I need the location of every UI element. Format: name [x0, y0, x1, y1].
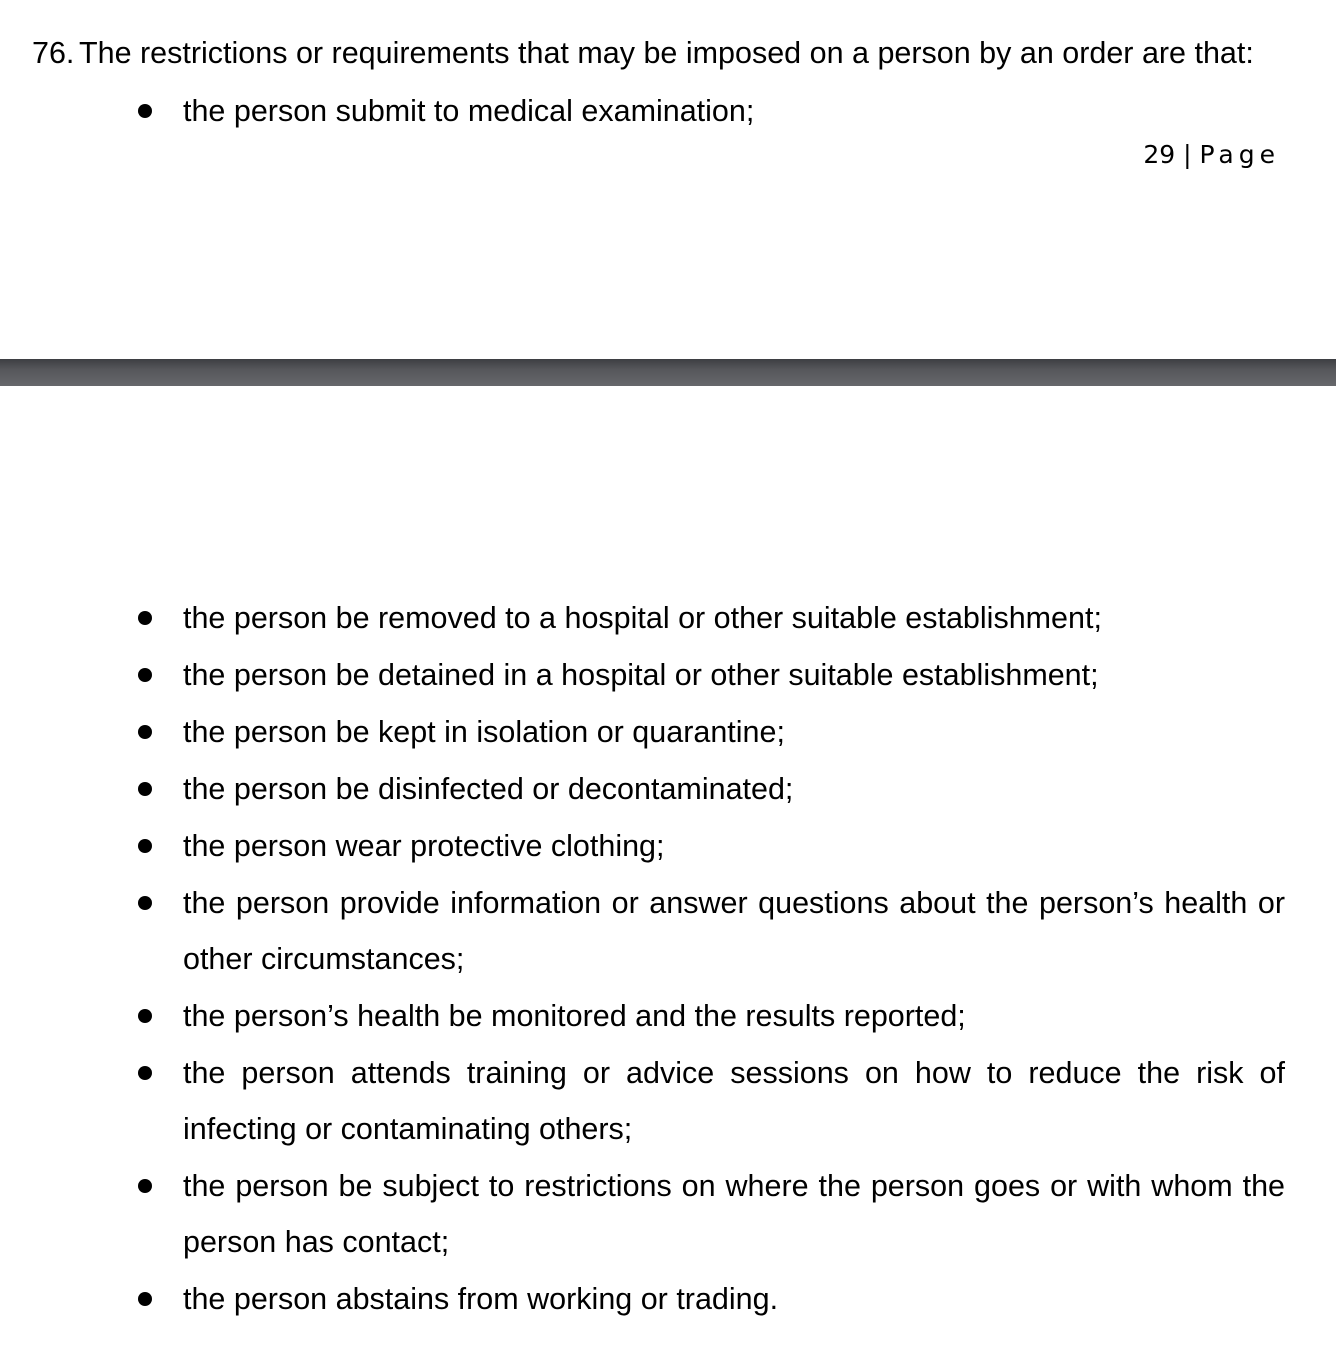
list-item: [0, 761, 1336, 817]
paragraph-text: The restrictions or requirements that may be imposed on a person by an order are that:: [79, 36, 1254, 70]
page-label: Page: [1199, 140, 1280, 169]
bullet-text: the person be disinfected or decontaminated;: [183, 772, 794, 806]
list-item: [0, 818, 1336, 874]
list-item: [0, 988, 1336, 1044]
footer-separator: |: [1183, 140, 1192, 169]
document-page-top: [0, 0, 1336, 359]
bullet-text: the person abstains from working or trading.: [183, 1282, 779, 1316]
paragraph-76: [32, 33, 1254, 73]
bullet-text: the person wear protective clothing;: [183, 829, 665, 863]
page-number: 29: [1143, 140, 1176, 169]
bullet-text: the person be removed to a hospital or other suitable establishment;: [183, 601, 1102, 635]
bullet-text: the person provide information or answer questions about the person’s health or other circumstances;: [183, 886, 1285, 976]
bullet-text: the person submit to medical examination;: [183, 94, 755, 128]
bullet-icon: [138, 1009, 152, 1023]
page-break-divider: [0, 359, 1336, 386]
list-item: [0, 1271, 1336, 1327]
list-item: [0, 1045, 1336, 1157]
bullet-icon: [138, 668, 152, 682]
list-item: [0, 1158, 1336, 1270]
bullet-list-top: [0, 83, 1336, 139]
bullet-icon: [138, 896, 152, 910]
bullet-text: the person be detained in a hospital or other suitable establishment;: [183, 658, 1099, 692]
bullet-list-bottom: [0, 590, 1336, 1327]
document-page-bottom: [0, 386, 1336, 1361]
paragraph-number: 76.: [32, 36, 75, 70]
bullet-text: the person be kept in isolation or quarantine;: [183, 715, 785, 749]
bullet-text: the person attends training or advice sessions on how to reduce the risk of infecting or contaminating others;: [183, 1056, 1285, 1146]
page-footer: [1143, 138, 1280, 172]
bullet-text: the person’s health be monitored and the results reported;: [183, 999, 966, 1033]
bullet-icon: [138, 782, 152, 796]
list-item: [0, 83, 1336, 139]
bullet-icon: [138, 1292, 152, 1306]
bullet-icon: [138, 725, 152, 739]
bullet-icon: [138, 104, 152, 118]
list-item: [0, 704, 1336, 760]
bullet-icon: [138, 611, 152, 625]
list-item: [0, 590, 1336, 646]
bullet-text: the person be subject to restrictions on where the person goes or with whom the person has contact;: [183, 1169, 1285, 1259]
bullet-icon: [138, 1066, 152, 1080]
list-item: [0, 647, 1336, 703]
list-item: [0, 875, 1336, 987]
bullet-icon: [138, 839, 152, 853]
bullet-icon: [138, 1179, 152, 1193]
